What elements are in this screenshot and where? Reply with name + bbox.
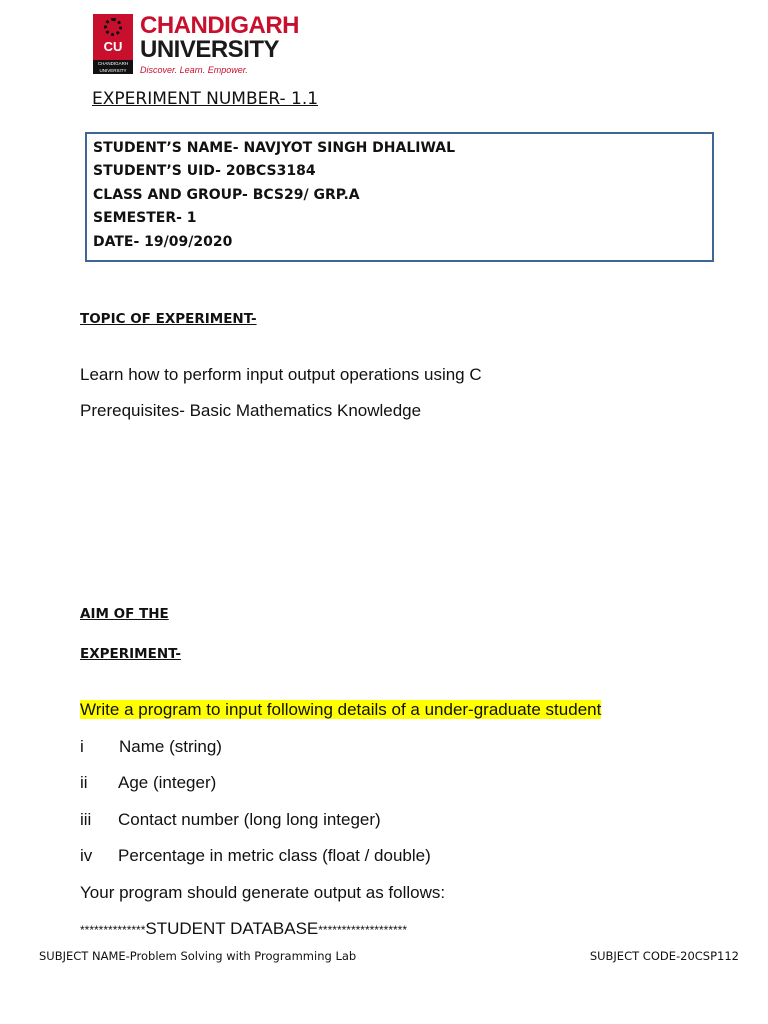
list-item: Percentage in metric class (float / double)	[118, 846, 431, 865]
database-right-stars: *******************	[318, 923, 407, 937]
date: DATE- 19/09/2020	[93, 234, 233, 250]
aim-heading-line1: AIM OF THE	[80, 606, 169, 622]
crest-icon	[93, 14, 133, 74]
aim-text	[80, 700, 601, 720]
list-number: iii	[80, 810, 92, 829]
prerequisites-text: Prerequisites- Basic Mathematics Knowledge	[80, 401, 422, 420]
experiment-title: EXPERIMENT NUMBER- 1.1	[92, 89, 319, 109]
database-label: STUDENT DATABASE	[145, 919, 319, 938]
aim-highlighted-text: Write a program to input following details of a under-graduate student	[80, 700, 602, 719]
list-item: Contact number (long long integer)	[118, 810, 381, 829]
list-number: iv	[80, 846, 93, 865]
footer-subject-code: SUBJECT CODE-20CSP112	[589, 949, 739, 963]
database-left-stars: **************	[80, 923, 146, 937]
list-item: Name (string)	[119, 737, 222, 756]
crest-caption: CHANDIGARH UNIVERSITY	[93, 60, 133, 74]
tagline: Discover. Learn. Empower.	[140, 65, 248, 75]
output-intro: Your program should generate output as follows:	[80, 883, 446, 902]
brand-line1: CHANDIGARH	[140, 12, 299, 39]
brand-line2: UNIVERSITY	[140, 36, 280, 63]
class-group: CLASS AND GROUP- BCS29/ GRP.A	[93, 187, 360, 203]
crest-text: CU	[103, 39, 123, 54]
aim-heading-line2: EXPERIMENT-	[80, 646, 181, 662]
topic-heading: TOPIC OF EXPERIMENT-	[80, 311, 257, 327]
university-logo	[93, 12, 299, 76]
list-number: i	[80, 737, 84, 756]
footer-subject-name: SUBJECT NAME-Problem Solving with Programming Lab	[39, 949, 357, 963]
list-number: ii	[80, 773, 88, 792]
database-line	[80, 919, 407, 939]
list-item: Age (integer)	[118, 773, 217, 792]
student-uid: STUDENT’S UID- 20BCS3184	[93, 163, 316, 179]
semester: SEMESTER- 1	[93, 210, 197, 226]
topic-text: Learn how to perform input output operations using C	[80, 365, 482, 384]
student-info-box	[85, 132, 714, 262]
student-name: STUDENT’S NAME- NAVJYOT SINGH DHALIWAL	[93, 140, 456, 156]
